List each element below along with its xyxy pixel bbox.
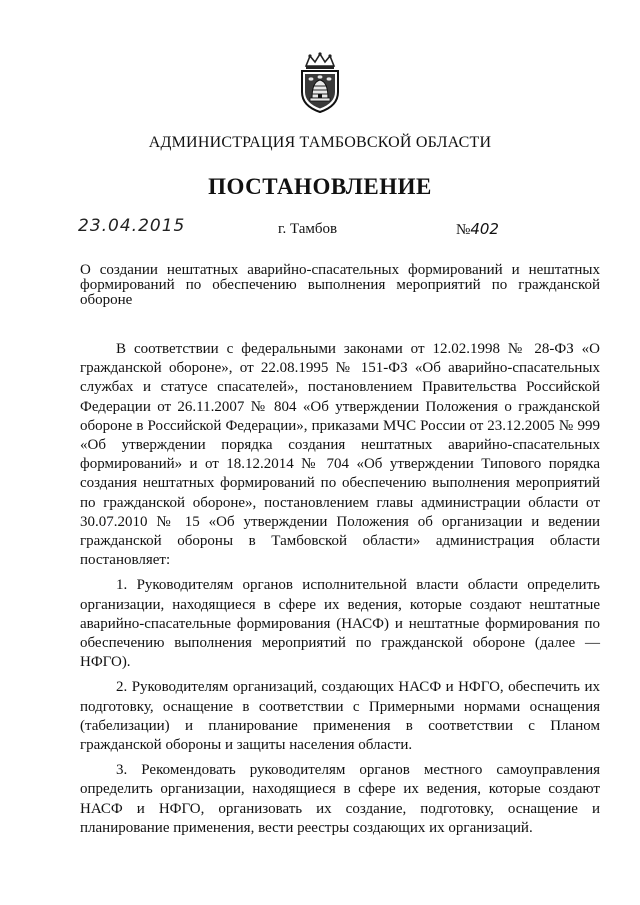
tambov-coat-of-arms-icon xyxy=(296,52,344,114)
document-city: г. Тамбов xyxy=(278,221,338,237)
document-number-label: № xyxy=(456,222,471,238)
paragraph-item-1: 1. Руководителям органов исполнительной власти области определить организации, находящиеся в сфере их ведения, которые создают нештатные аварийно-спасательные формирования (НАСФ) и нештатные формирования по обеспечению выполнения мероприятий по гражданской обороне (далее — НФГО). xyxy=(80,577,600,671)
document-number xyxy=(456,220,499,239)
paragraph-item-3: 3. Рекомендовать руководителям органов местного самоуправления определить организации, находящиеся в сфере их ведения, которые создают НАСФ и НФГО, организовать их создание, подготовку, оснащение и планирование применения, вести реестры создающих их организаций. xyxy=(80,762,600,836)
paragraph-item-2: 2. Руководителям организаций, создающих НАСФ и НФГО, обеспечить их подготовку, оснащение в соответствии с Примерными нормами оснащения (табелизации) и планирование применения в соответствии с Планом гражданской обороны и защиты населения области. xyxy=(80,679,600,754)
document-body xyxy=(80,340,600,838)
paragraph-preamble: В соответствии с федеральными законами от 12.02.1998 № 28-ФЗ «О гражданской обороне», от 22.08.1995 № 151-ФЗ «Об аварийно-спасательных службах и статусе спасателей», постановлением Правительства Российской Федерации от 26.11.2007 № 804 «Об утверждении Положения о гражданской обороне в Российской Федерации», приказами МЧС России от 23.12.2005 № 999 «Об утверждении порядка создания нештатных аварийно-спасательных формирований» и от 18.12.2014 № 704 «Об утверждении Типового порядка создания нештатных формирований по обеспечению выполнения мероприятий по гражданской обороне», постановлением главы администрации области от 30.07.2010 № 15 «Об утверждении Положения об организации и ведении гражданской обороны в Тамбовской области» администрация области постановляет: xyxy=(80,341,600,569)
document-subject: О создании нештатных аварийно-спасательных формирований и нештатных формирований по обеспечению выполнения мероприятий по гражданской обороне xyxy=(80,262,600,308)
document-date-handwritten: 23.04.2015 xyxy=(78,216,186,236)
organization-name: АДМИНИСТРАЦИЯ ТАМБОВСКОЙ ОБЛАСТИ xyxy=(148,134,492,151)
document-type-title: ПОСТАНОВЛЕНИЕ xyxy=(208,174,432,199)
document-number-value-handwritten: 402 xyxy=(470,220,499,238)
